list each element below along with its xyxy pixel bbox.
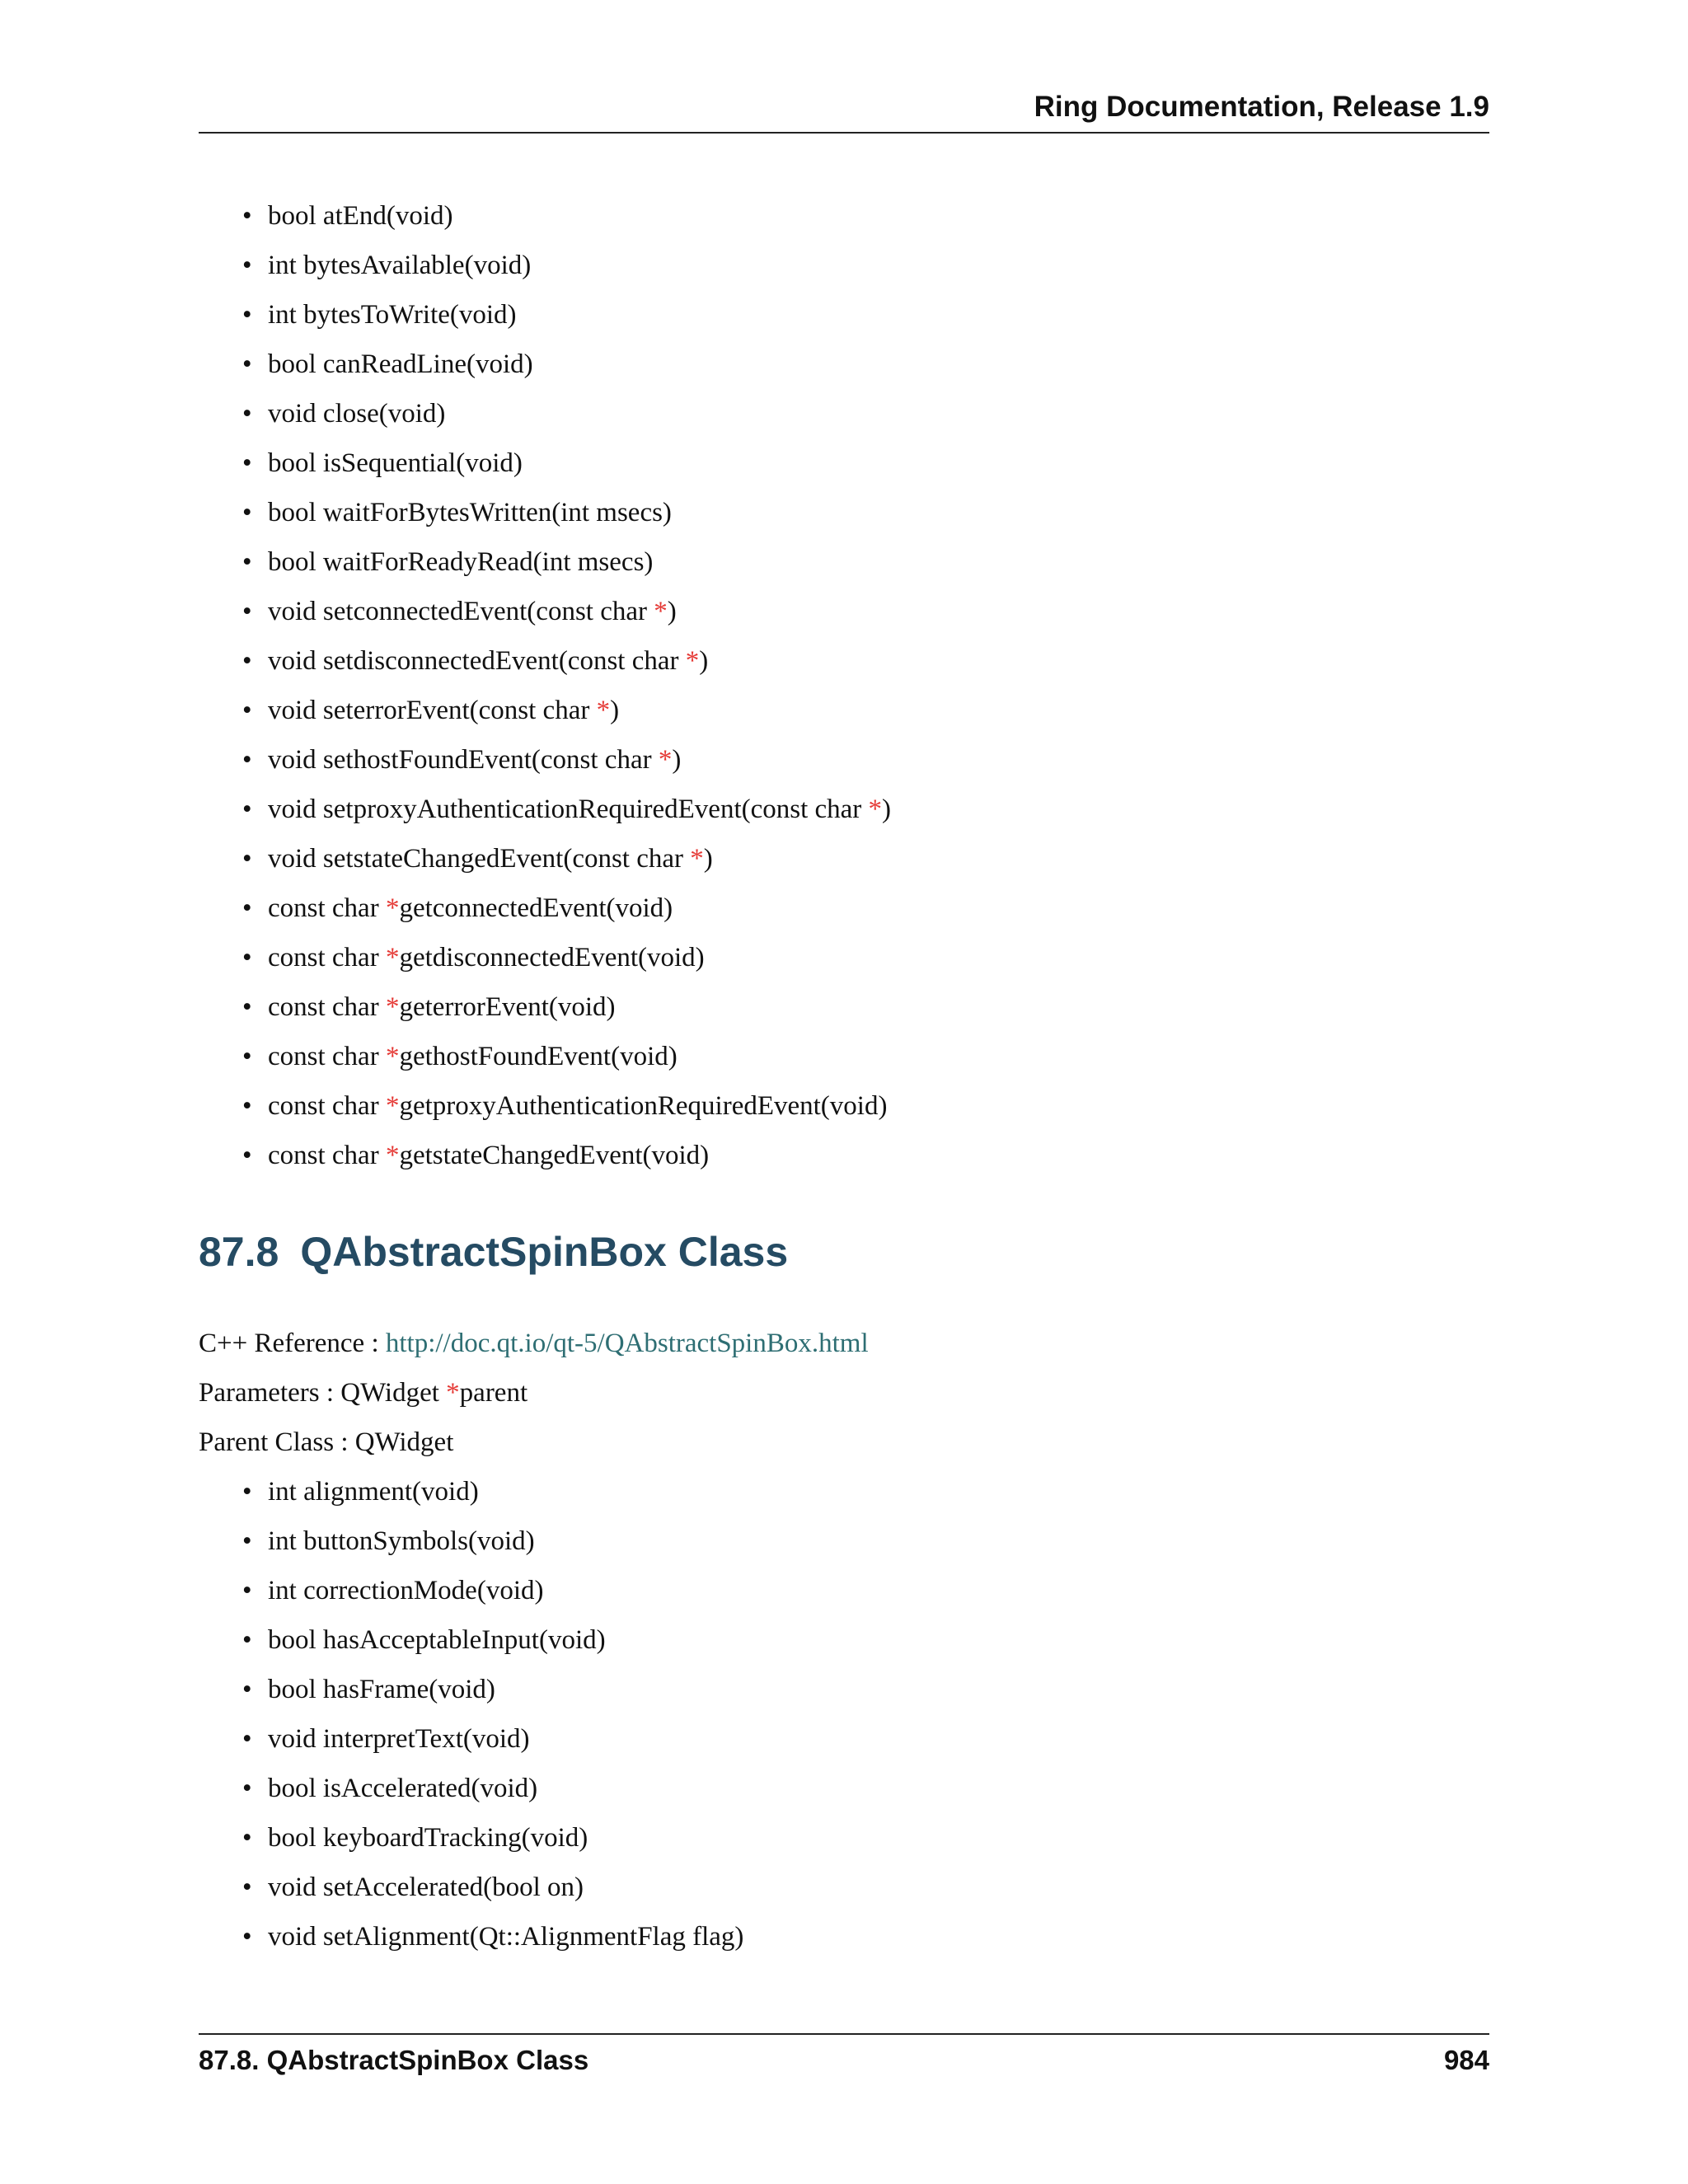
- bullet-icon: •: [242, 448, 252, 478]
- method-signature-tail: ): [610, 696, 620, 725]
- bullet-icon: •: [242, 1625, 252, 1655]
- pointer-star: *: [654, 597, 668, 626]
- list-item: [199, 1863, 743, 1912]
- method-signature: int correctionMode(void): [268, 1576, 544, 1605]
- method-list-qabstractspinbox: [199, 1467, 743, 1961]
- method-signature: const char: [268, 943, 386, 972]
- method-signature: bool waitForReadyRead(int msecs): [268, 547, 654, 577]
- list-item: [199, 1566, 743, 1615]
- method-signature: int alignment(void): [268, 1477, 479, 1507]
- method-signature: bool hasAcceptableInput(void): [268, 1625, 606, 1655]
- method-signature: void interpretText(void): [268, 1724, 530, 1754]
- list-item: [199, 1516, 743, 1566]
- method-signature: bool isSequential(void): [268, 448, 523, 478]
- pointer-star: *: [685, 646, 700, 676]
- list-item: [199, 636, 891, 686]
- bullet-icon: •: [242, 1141, 252, 1170]
- bullet-icon: •: [242, 349, 252, 379]
- method-signature-tail: getstateChangedEvent(void): [399, 1141, 710, 1170]
- list-item: [199, 933, 891, 982]
- bullet-icon: •: [242, 696, 252, 725]
- list-item: [199, 1081, 891, 1131]
- method-signature: bool atEnd(void): [268, 201, 453, 231]
- list-item: [199, 290, 891, 340]
- section-title: QAbstractSpinBox Class: [300, 1229, 789, 1275]
- footer-section-title: 87.8. QAbstractSpinBox Class: [199, 2045, 589, 2075]
- method-signature: int buttonSymbols(void): [268, 1526, 535, 1556]
- pointer-star: *: [446, 1378, 460, 1408]
- section-heading: [199, 1228, 788, 1276]
- method-signature-tail: ): [699, 646, 709, 676]
- method-signature: void setAlignment(Qt::AlignmentFlag flag): [268, 1922, 744, 1952]
- method-signature: void sethostFoundEvent(const char: [268, 745, 659, 775]
- method-signature: bool keyboardTracking(void): [268, 1823, 588, 1853]
- list-item: [199, 1131, 891, 1180]
- method-signature: bool waitForBytesWritten(int msecs): [268, 498, 672, 527]
- bullet-icon: •: [242, 1774, 252, 1803]
- method-signature: void setdisconnectedEvent(const char: [268, 646, 686, 676]
- pointer-star: *: [385, 1042, 400, 1071]
- method-signature: void close(void): [268, 399, 446, 429]
- method-signature-tail: ): [667, 597, 677, 626]
- method-signature: int bytesToWrite(void): [268, 300, 517, 330]
- method-signature: bool hasFrame(void): [268, 1675, 495, 1704]
- bullet-icon: •: [242, 201, 252, 231]
- parent-class-line: Parent Class : QWidget: [199, 1427, 454, 1457]
- list-item: [199, 1615, 743, 1665]
- pointer-star: *: [596, 696, 611, 725]
- cpp-reference: [199, 1319, 869, 1368]
- pointer-star: *: [385, 992, 400, 1022]
- list-item: [199, 587, 891, 636]
- bullet-icon: •: [242, 1526, 252, 1556]
- page-header: [199, 91, 1489, 134]
- pointer-star: *: [385, 943, 400, 972]
- bullet-icon: •: [242, 844, 252, 874]
- bullet-icon: •: [242, 1675, 252, 1704]
- bullet-icon: •: [242, 1042, 252, 1071]
- bullet-icon: •: [242, 943, 252, 972]
- bullet-icon: •: [242, 498, 252, 527]
- bullet-icon: •: [242, 794, 252, 824]
- list-item: [199, 686, 891, 735]
- method-signature-tail: getproxyAuthenticationRequiredEvent(void): [399, 1091, 888, 1121]
- list-item: [199, 340, 891, 389]
- bullet-icon: •: [242, 1872, 252, 1902]
- list-item: [199, 834, 891, 883]
- method-signature: const char: [268, 893, 386, 923]
- method-signature: void setproxyAuthenticationRequiredEvent(const char: [268, 794, 869, 824]
- method-signature-tail: ): [703, 844, 713, 874]
- method-signature-tail: getconnectedEvent(void): [399, 893, 673, 923]
- list-item: [199, 241, 891, 290]
- section-number: 87.8: [199, 1229, 279, 1275]
- list-item: [199, 1764, 743, 1813]
- method-signature-tail: getdisconnectedEvent(void): [399, 943, 705, 972]
- list-item: [199, 1813, 743, 1863]
- list-item: [199, 1032, 891, 1081]
- list-item: [199, 1912, 743, 1961]
- bullet-icon: •: [242, 1724, 252, 1754]
- bullet-icon: •: [242, 1922, 252, 1952]
- bullet-icon: •: [242, 547, 252, 577]
- parameters-name: parent: [459, 1378, 528, 1408]
- cpp-reference-link[interactable]: http://doc.qt.io/qt-5/QAbstractSpinBox.html: [385, 1329, 869, 1358]
- list-item: [199, 735, 891, 785]
- method-signature-tail: ): [882, 794, 892, 824]
- bullet-icon: •: [242, 745, 252, 775]
- list-item: [199, 982, 891, 1032]
- page-footer: [199, 2033, 1489, 2084]
- cpp-reference-label: C++ Reference :: [199, 1329, 386, 1358]
- list-item: [199, 537, 891, 587]
- method-signature: void setstateChangedEvent(const char: [268, 844, 691, 874]
- method-signature: bool canReadLine(void): [268, 349, 533, 379]
- method-signature: void setconnectedEvent(const char: [268, 597, 654, 626]
- method-signature: const char: [268, 1042, 386, 1071]
- list-item: [199, 488, 891, 537]
- pointer-star: *: [690, 844, 704, 874]
- pointer-star: *: [385, 1141, 400, 1170]
- bullet-icon: •: [242, 1576, 252, 1605]
- method-signature: void seterrorEvent(const char: [268, 696, 597, 725]
- bullet-icon: •: [242, 1091, 252, 1121]
- method-signature-tail: ): [672, 745, 682, 775]
- pointer-star: *: [385, 893, 400, 923]
- bullet-icon: •: [242, 399, 252, 429]
- method-signature: const char: [268, 1141, 386, 1170]
- list-item: [199, 1467, 743, 1516]
- parameters-line: [199, 1368, 528, 1418]
- pointer-star: *: [385, 1091, 400, 1121]
- bullet-icon: •: [242, 1823, 252, 1853]
- document-title: Ring Documentation, Release 1.9: [1034, 91, 1489, 123]
- list-item: [199, 1714, 743, 1764]
- bullet-icon: •: [242, 300, 252, 330]
- method-signature: const char: [268, 1091, 386, 1121]
- parameters-label: Parameters : QWidget: [199, 1378, 447, 1408]
- method-list-qabstractsocket: [199, 191, 891, 1180]
- bullet-icon: •: [242, 597, 252, 626]
- pointer-star: *: [868, 794, 883, 824]
- list-item: [199, 785, 891, 834]
- method-signature: int bytesAvailable(void): [268, 251, 532, 280]
- list-item: [199, 389, 891, 438]
- list-item: [199, 1665, 743, 1714]
- list-item: [199, 191, 891, 241]
- list-item: [199, 438, 891, 488]
- method-signature-tail: geterrorEvent(void): [399, 992, 616, 1022]
- bullet-icon: •: [242, 646, 252, 676]
- page-number: 984: [1443, 2045, 1489, 2075]
- bullet-icon: •: [242, 251, 252, 280]
- bullet-icon: •: [242, 992, 252, 1022]
- method-signature: const char: [268, 992, 386, 1022]
- method-signature: void setAccelerated(bool on): [268, 1872, 584, 1902]
- pointer-star: *: [658, 745, 673, 775]
- bullet-icon: •: [242, 893, 252, 923]
- bullet-icon: •: [242, 1477, 252, 1507]
- method-signature: bool isAccelerated(void): [268, 1774, 538, 1803]
- list-item: [199, 883, 891, 933]
- method-signature-tail: gethostFoundEvent(void): [399, 1042, 678, 1071]
